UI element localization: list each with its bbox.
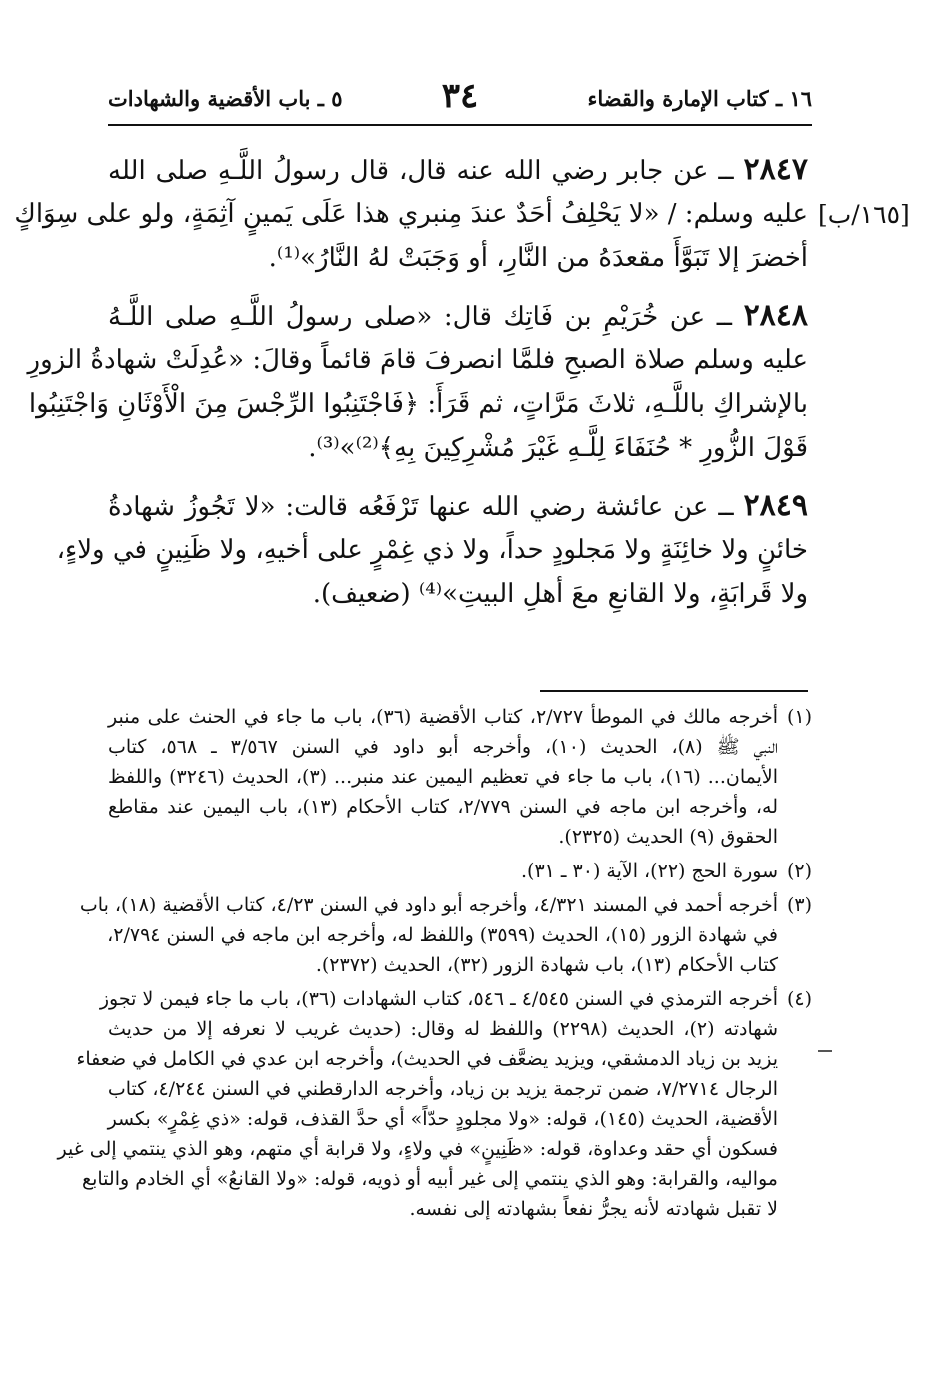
hadith-number: ٢٨٤٩ [743,488,808,523]
footnote-line: في شهادة الزور (١٥)، الحديث (٣٥٩٩) واللفظ له، وأخرجه ابن ماجه في السنن ٢/٧٩٤، [107,924,778,946]
hadith-line [108,294,808,338]
hadith-number: ٢٨٤٨ [743,298,809,333]
footnote-3 [79,890,812,980]
footnote-line: أخرجه الترمذي في السنن ٤/٥٤٥ ـ ٥٤٦، كتاب الشهادات (٣٦)، باب ما جاء فيمن لا تجوز [99,988,778,1010]
footnote-line: فسكون أي حقد وعداوة، قوله: «ظَنِينٍ» في ولاءٍ، ولا قرابة أي متهم، وهو الذي ينتمي إلى غير [57,1138,778,1160]
footnote-line: أخرجه أحمد في المسند ٤/٣٢١، وأخرجه أبو داود في السنن ٤/٢٣، كتاب الأقضية (١٨)، باب [79,894,778,916]
hadith-2848 [27,294,809,470]
footnote-number: (٣) [786,894,812,916]
header-book-title: ١٦ ـ كتاب الإمارة والقضاء [587,86,812,111]
margin-dash-mark [818,1050,832,1052]
hadith-line [108,148,808,192]
header-chapter-title: ٥ ـ باب الأقضية والشهادات [108,86,343,111]
footnote-line: يزيد بن زياد الدمشقي، ويزيد يضعَّف في الحديث)، وأخرجه ابن عدي في الكامل في ضعفاء [76,1048,778,1070]
hadith-line: ولا قَرابَةٍ، ولا القانعِ معَ أهلِ البيتِ»⁽⁴⁾ (ضعيف). [312,579,808,609]
hadith-line: بالإشراكِ باللَّـهِ، ثلاثَ مَرَّاتٍ، ثم قَرَأَ: ﴿فَاجْتَنِبُوا الرِّجْسَ مِنَ الْأَوْثَانِ وَاجْتَنِبُوا [28,389,808,419]
footnote-line: له، وأخرجه ابن ماجه في السنن ٢/٧٧٩، كتاب الأحكام (١٣)، باب اليمين عند مقاطع [108,796,778,818]
manuscript-folio-ref: [١٦٥/ب] [818,200,910,229]
hadith-2847 [14,148,808,280]
hadith-2849 [56,484,808,616]
footnote-2 [108,856,812,886]
footnote-line: الحقوق (٩) الحديث (٢٣٢٥). [558,826,778,848]
footnote-line: لا تقبل شهادته لأنه يجرُّ نفعاً بشهادته إلى نفسه. [409,1198,778,1220]
hadith-line [108,484,808,528]
hadith-line: قَوْلَ الزُّورِ * حُنَفَاءَ لِلَّـهِ غَيْرَ مُشْرِكِينَ بِهِ﴾⁽²⁾»⁽³⁾. [308,433,808,463]
footnote-line: شهادته (٢)، الحديث (٢٢٩٨) واللفظ له وقال: (حديث غريب لا نعرفه إلا من حديث [108,1018,778,1040]
footnote-4 [57,984,812,1224]
footnote-separator [540,690,808,692]
footnote-number: (٢) [786,860,812,882]
header-rule [108,124,812,126]
hadith-line: أخضرَ إلا تَبَوَّأَ مقعدَهُ من النَّارِ، أو وَجَبَتْ لهُ النَّارُ»⁽¹⁾. [268,243,808,273]
footnote-line: كتاب الأحكام (١٣)، باب شهادة الزور (٣٢)، الحديث (٢٣٧٢). [315,954,778,976]
hadith-line: خائنٍ ولا خائِنَةٍ ولا مَجلودٍ حداً، ولا ذي غِمْرٍ على أخيهِ، ولا ظَنِينٍ في ولاءٍ، [56,535,808,565]
hadith-line: عليه وسلم: / «لا يَحْلِفُ أحَدٌ عندَ مِنبري هذا عَلَى يَمينٍ آثِمَةٍ، ولو على سِوَاكٍ [14,199,808,229]
footnotes [57,702,812,1228]
running-header [108,76,812,120]
footnote-number: (١) [786,706,812,728]
footnote-number: (٤) [786,988,812,1010]
hadith-text: ــ عن جابر رضي الله عنه قال، قال رسولُ اللَّـهِ صلى الله [108,156,734,186]
footnote-line: الأيمان... (١٦)، باب ما جاء في تعظيم اليمين عند منبر... (٣)، الحديث (٣٢٤٦) واللفظ [108,766,778,788]
main-text [14,148,809,630]
footnote-line: أخرجه مالك في الموطأ ٢/٧٢٧، كتاب الأقضية (٣٦)، باب ما جاء في الحنث على منبر [108,706,778,728]
footnote-line: الأقضية، الحديث (١٤٥)، قوله: «ولا مجلودٍ حدّاً» أي حدَّ القذف، قوله: «ذي غِمْرٍ» بكسر [107,1108,778,1130]
footnote-line: مواليه، والقرابة: وهو الذي ينتمي إلى غير أبيه أو ذويه، قوله: «ولا القانعُ» أي الخادم والتابع [81,1168,778,1190]
page-number: ٣٤ [441,76,479,116]
footnote-line: سورة الحج (٢٢)، الآية (٣٠ ـ ٣١). [521,860,778,882]
footnote-line: الرجال ٧/٢٧١٤، ضمن ترجمة يزيد بن زياد، وأخرجه الدارقطني في السنن ٤/٢٤٤، كتاب [107,1078,778,1100]
hadith-number: ٢٨٤٧ [743,152,808,187]
footnote-1 [108,702,812,852]
hadith-line: عليه وسلم صلاة الصبحِ فلمَّا انصرفَ قامَ قائماً وقالَ: «عُدِلَتْ شهادةُ الزورِ [27,345,808,375]
footnote-line: النبي ﷺ (٨)، الحديث (١٠)، وأخرجه أبو داود في السنن ٣/٥٦٧ ـ ٥٦٨، كتاب [108,736,778,758]
hadith-text: ــ عن خُرَيْمِ بن فَاتِك قال: «صلى رسولُ اللَّـهِ صلى اللَّـهُ [108,302,732,332]
hadith-text: ــ عن عائشة رضي الله عنها تَرْفَعُه قالت: «لا تَجُوزُ شهادةُ [108,492,734,522]
